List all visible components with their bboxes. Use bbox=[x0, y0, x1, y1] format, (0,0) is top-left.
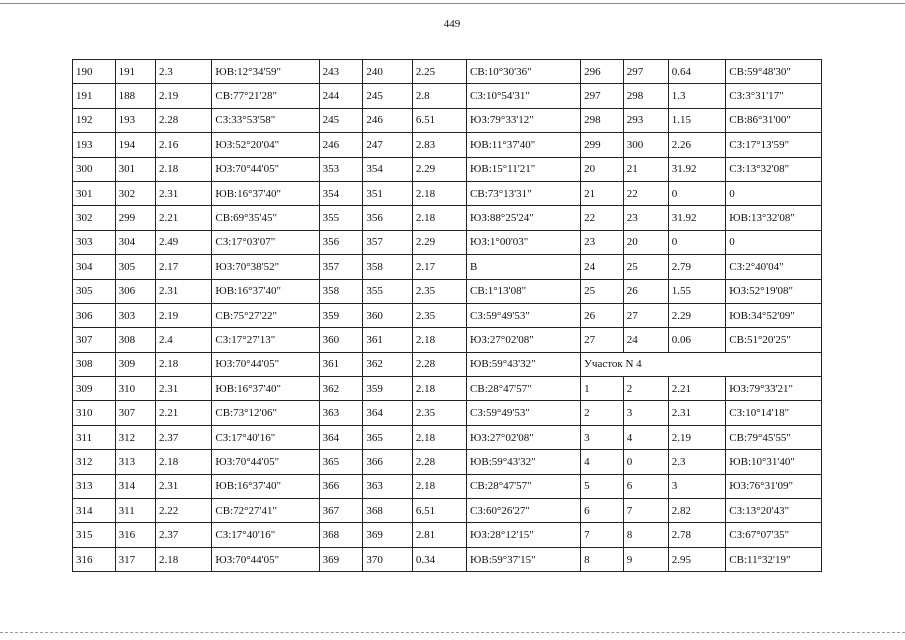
bearing-cell: ЮВ:16°37'40" bbox=[212, 279, 319, 303]
bearing-cell: ЮЗ:70°44'05" bbox=[212, 547, 319, 571]
bearing-cell: В bbox=[467, 255, 581, 279]
point-to-cell: 26 bbox=[623, 279, 668, 303]
bearing-cell: СВ:75°27'22" bbox=[212, 303, 319, 327]
point-to-cell: 8 bbox=[623, 523, 668, 547]
bearing-cell: СЗ:60°26'27" bbox=[467, 499, 581, 523]
point-to-cell: 194 bbox=[115, 133, 155, 157]
bearing-cell: СВ:73°12'06" bbox=[212, 401, 319, 425]
point-to-cell: 246 bbox=[363, 108, 413, 132]
point-from-cell: 307 bbox=[73, 328, 116, 352]
bearing-cell: СЗ:17°40'16" bbox=[212, 425, 319, 449]
bearing-cell: СВ:11°32'19" bbox=[726, 547, 822, 571]
point-from-cell: 21 bbox=[581, 181, 624, 205]
point-from-cell: 302 bbox=[73, 206, 116, 230]
bearing-cell: СВ:59°48'30" bbox=[726, 60, 822, 84]
bearing-cell: СВ:69°35'45" bbox=[212, 206, 319, 230]
point-from-cell: 312 bbox=[73, 450, 116, 474]
bearing-cell: ЮВ:13°32'08" bbox=[726, 206, 822, 230]
point-to-cell: 364 bbox=[363, 401, 413, 425]
point-from-cell: 8 bbox=[581, 547, 624, 571]
table-row bbox=[73, 84, 822, 108]
point-to-cell: 300 bbox=[623, 133, 668, 157]
bearing-cell: СВ:28°47'57" bbox=[467, 377, 581, 401]
table-row bbox=[73, 450, 822, 474]
distance-cell: 2.28 bbox=[155, 108, 211, 132]
point-from-cell: 23 bbox=[581, 230, 624, 254]
bearing-cell: ЮЗ:88°25'24" bbox=[467, 206, 581, 230]
point-from-cell: 5 bbox=[581, 474, 624, 498]
point-from-cell: 24 bbox=[581, 255, 624, 279]
point-from-cell: 245 bbox=[319, 108, 363, 132]
point-from-cell: 315 bbox=[73, 523, 116, 547]
distance-cell: 2.35 bbox=[412, 279, 466, 303]
distance-cell: 2.18 bbox=[412, 425, 466, 449]
distance-cell: 2.16 bbox=[155, 133, 211, 157]
point-from-cell: 353 bbox=[319, 157, 363, 181]
point-from-cell: 22 bbox=[581, 206, 624, 230]
table-row bbox=[73, 425, 822, 449]
point-from-cell: 357 bbox=[319, 255, 363, 279]
distance-cell: 2.18 bbox=[155, 157, 211, 181]
distance-cell: 2.21 bbox=[668, 377, 726, 401]
distance-cell: 2.95 bbox=[668, 547, 726, 571]
table-row bbox=[73, 279, 822, 303]
distance-cell: 0.64 bbox=[668, 60, 726, 84]
distance-cell: 2.82 bbox=[668, 499, 726, 523]
point-from-cell: 243 bbox=[319, 60, 363, 84]
distance-cell: 2.31 bbox=[155, 279, 211, 303]
distance-cell: 0 bbox=[668, 181, 726, 205]
distance-cell: 6.51 bbox=[412, 499, 466, 523]
point-from-cell: 303 bbox=[73, 230, 116, 254]
distance-cell: 2.83 bbox=[412, 133, 466, 157]
point-from-cell: 309 bbox=[73, 377, 116, 401]
point-from-cell: 191 bbox=[73, 84, 116, 108]
point-from-cell: 363 bbox=[319, 401, 363, 425]
point-to-cell: 293 bbox=[623, 108, 668, 132]
point-to-cell: 302 bbox=[115, 181, 155, 205]
distance-cell: 0.34 bbox=[412, 547, 466, 571]
table-row bbox=[73, 401, 822, 425]
distance-cell: 1.55 bbox=[668, 279, 726, 303]
distance-cell: 2.37 bbox=[155, 523, 211, 547]
point-to-cell: 309 bbox=[115, 352, 155, 376]
distance-cell: 2.81 bbox=[412, 523, 466, 547]
table-body bbox=[73, 60, 822, 572]
point-from-cell: 364 bbox=[319, 425, 363, 449]
distance-cell: 2.31 bbox=[668, 401, 726, 425]
point-to-cell: 245 bbox=[363, 84, 413, 108]
point-to-cell: 298 bbox=[623, 84, 668, 108]
point-to-cell: 191 bbox=[115, 60, 155, 84]
point-from-cell: 300 bbox=[73, 157, 116, 181]
point-to-cell: 22 bbox=[623, 181, 668, 205]
bearing-cell: СВ:86°31'00" bbox=[726, 108, 822, 132]
point-to-cell: 25 bbox=[623, 255, 668, 279]
distance-cell: 2.3 bbox=[668, 450, 726, 474]
distance-cell: 2.25 bbox=[412, 60, 466, 84]
bearing-cell: 0 bbox=[726, 230, 822, 254]
point-from-cell: 362 bbox=[319, 377, 363, 401]
point-to-cell: 370 bbox=[363, 547, 413, 571]
point-to-cell: 297 bbox=[623, 60, 668, 84]
bearing-cell: СЗ:33°53'58" bbox=[212, 108, 319, 132]
distance-cell: 2.19 bbox=[155, 303, 211, 327]
point-from-cell: 3 bbox=[581, 425, 624, 449]
point-to-cell: 311 bbox=[115, 499, 155, 523]
bearing-cell: ЮЗ:79°33'12" bbox=[467, 108, 581, 132]
bearing-cell: СЗ:13°32'08" bbox=[726, 157, 822, 181]
point-to-cell: 27 bbox=[623, 303, 668, 327]
section-heading-cell: Участок N 4 bbox=[581, 352, 822, 376]
bearing-cell: ЮЗ:52°20'04" bbox=[212, 133, 319, 157]
bearing-cell: СЗ:2°40'04" bbox=[726, 255, 822, 279]
bearing-cell: СВ:72°27'41" bbox=[212, 499, 319, 523]
point-to-cell: 7 bbox=[623, 499, 668, 523]
point-to-cell: 312 bbox=[115, 425, 155, 449]
distance-cell: 2.21 bbox=[155, 401, 211, 425]
point-to-cell: 2 bbox=[623, 377, 668, 401]
point-from-cell: 7 bbox=[581, 523, 624, 547]
point-to-cell: 314 bbox=[115, 474, 155, 498]
bearing-cell: ЮЗ:52°19'08" bbox=[726, 279, 822, 303]
bearing-cell: СЗ:17°27'13" bbox=[212, 328, 319, 352]
table-row bbox=[73, 547, 822, 571]
distance-cell: 2.79 bbox=[668, 255, 726, 279]
bearing-cell: СВ:10°30'36" bbox=[467, 60, 581, 84]
point-to-cell: 301 bbox=[115, 157, 155, 181]
point-from-cell: 316 bbox=[73, 547, 116, 571]
point-to-cell: 317 bbox=[115, 547, 155, 571]
point-from-cell: 297 bbox=[581, 84, 624, 108]
point-to-cell: 9 bbox=[623, 547, 668, 571]
table-row bbox=[73, 499, 822, 523]
distance-cell: 2.37 bbox=[155, 425, 211, 449]
distance-cell: 31.92 bbox=[668, 157, 726, 181]
point-from-cell: 193 bbox=[73, 133, 116, 157]
point-from-cell: 192 bbox=[73, 108, 116, 132]
distance-cell: 3 bbox=[668, 474, 726, 498]
coordinates-table bbox=[72, 59, 822, 572]
point-from-cell: 190 bbox=[73, 60, 116, 84]
point-from-cell: 359 bbox=[319, 303, 363, 327]
point-to-cell: 23 bbox=[623, 206, 668, 230]
point-to-cell: 355 bbox=[363, 279, 413, 303]
bearing-cell: ЮЗ:27°02'08" bbox=[467, 425, 581, 449]
point-to-cell: 358 bbox=[363, 255, 413, 279]
point-to-cell: 299 bbox=[115, 206, 155, 230]
point-from-cell: 305 bbox=[73, 279, 116, 303]
table-row bbox=[73, 108, 822, 132]
distance-cell: 1.3 bbox=[668, 84, 726, 108]
table-row bbox=[73, 181, 822, 205]
point-to-cell: 369 bbox=[363, 523, 413, 547]
distance-cell: 2.35 bbox=[412, 303, 466, 327]
table-row bbox=[73, 474, 822, 498]
distance-cell: 2.18 bbox=[412, 181, 466, 205]
bearing-cell: ЮВ:10°31'40" bbox=[726, 450, 822, 474]
table-row bbox=[73, 230, 822, 254]
point-from-cell: 246 bbox=[319, 133, 363, 157]
bearing-cell: СЗ:59°49'53" bbox=[467, 401, 581, 425]
distance-cell: 2.18 bbox=[155, 450, 211, 474]
point-from-cell: 355 bbox=[319, 206, 363, 230]
table-row bbox=[73, 303, 822, 327]
point-to-cell: 365 bbox=[363, 425, 413, 449]
bearing-cell: СВ:51°20'25" bbox=[726, 328, 822, 352]
point-from-cell: 360 bbox=[319, 328, 363, 352]
bearing-cell: ЮВ:15°11'21" bbox=[467, 157, 581, 181]
bearing-cell: ЮЗ:70°44'05" bbox=[212, 450, 319, 474]
point-from-cell: 26 bbox=[581, 303, 624, 327]
point-from-cell: 354 bbox=[319, 181, 363, 205]
point-to-cell: 316 bbox=[115, 523, 155, 547]
bearing-cell: СВ:73°13'31" bbox=[467, 181, 581, 205]
bearing-cell: ЮЗ:76°31'09" bbox=[726, 474, 822, 498]
bearing-cell: ЮВ:34°52'09" bbox=[726, 303, 822, 327]
distance-cell: 2.31 bbox=[155, 181, 211, 205]
bearing-cell: СЗ:17°40'16" bbox=[212, 523, 319, 547]
point-to-cell: 303 bbox=[115, 303, 155, 327]
bearing-cell: СЗ:13°20'43" bbox=[726, 499, 822, 523]
bearing-cell: СВ:28°47'57" bbox=[467, 474, 581, 498]
distance-cell: 2.22 bbox=[155, 499, 211, 523]
distance-cell: 2.29 bbox=[412, 157, 466, 181]
bearing-cell: ЮВ:16°37'40" bbox=[212, 474, 319, 498]
distance-cell: 2.19 bbox=[155, 84, 211, 108]
distance-cell: 6.51 bbox=[412, 108, 466, 132]
point-to-cell: 24 bbox=[623, 328, 668, 352]
bearing-cell: СЗ:3°31'17" bbox=[726, 84, 822, 108]
table-row bbox=[73, 328, 822, 352]
point-from-cell: 1 bbox=[581, 377, 624, 401]
point-to-cell: 308 bbox=[115, 328, 155, 352]
point-from-cell: 367 bbox=[319, 499, 363, 523]
bearing-cell: СЗ:67°07'35" bbox=[726, 523, 822, 547]
point-from-cell: 4 bbox=[581, 450, 624, 474]
point-from-cell: 361 bbox=[319, 352, 363, 376]
page-number: 449 bbox=[443, 18, 461, 30]
distance-cell: 0.06 bbox=[668, 328, 726, 352]
point-to-cell: 307 bbox=[115, 401, 155, 425]
point-to-cell: 304 bbox=[115, 230, 155, 254]
distance-cell: 2.18 bbox=[412, 328, 466, 352]
point-from-cell: 2 bbox=[581, 401, 624, 425]
table-row bbox=[73, 133, 822, 157]
point-to-cell: 360 bbox=[363, 303, 413, 327]
point-from-cell: 365 bbox=[319, 450, 363, 474]
point-from-cell: 356 bbox=[319, 230, 363, 254]
distance-cell: 2.28 bbox=[412, 450, 466, 474]
distance-cell: 2.26 bbox=[668, 133, 726, 157]
distance-cell: 1.15 bbox=[668, 108, 726, 132]
point-to-cell: 3 bbox=[623, 401, 668, 425]
point-to-cell: 240 bbox=[363, 60, 413, 84]
distance-cell: 2.3 bbox=[155, 60, 211, 84]
point-to-cell: 4 bbox=[623, 425, 668, 449]
point-from-cell: 369 bbox=[319, 547, 363, 571]
bearing-cell: ЮЗ:1°00'03" bbox=[467, 230, 581, 254]
bottom-scan-edge bbox=[0, 632, 905, 633]
distance-cell: 2.19 bbox=[668, 425, 726, 449]
point-from-cell: 368 bbox=[319, 523, 363, 547]
point-to-cell: 193 bbox=[115, 108, 155, 132]
distance-cell: 2.18 bbox=[155, 352, 211, 376]
bearing-cell: СЗ:10°54'31" bbox=[467, 84, 581, 108]
point-from-cell: 308 bbox=[73, 352, 116, 376]
bearing-cell: СЗ:17°03'07" bbox=[212, 230, 319, 254]
distance-cell: 2.18 bbox=[412, 377, 466, 401]
point-to-cell: 359 bbox=[363, 377, 413, 401]
point-to-cell: 363 bbox=[363, 474, 413, 498]
distance-cell: 2.31 bbox=[155, 474, 211, 498]
point-from-cell: 244 bbox=[319, 84, 363, 108]
point-from-cell: 366 bbox=[319, 474, 363, 498]
point-to-cell: 356 bbox=[363, 206, 413, 230]
point-to-cell: 310 bbox=[115, 377, 155, 401]
bearing-cell: ЮВ:59°43'32" bbox=[467, 352, 581, 376]
point-to-cell: 20 bbox=[623, 230, 668, 254]
bearing-cell: СЗ:59°49'53" bbox=[467, 303, 581, 327]
point-to-cell: 0 bbox=[623, 450, 668, 474]
distance-cell: 2.4 bbox=[155, 328, 211, 352]
distance-cell: 2.35 bbox=[412, 401, 466, 425]
point-to-cell: 6 bbox=[623, 474, 668, 498]
table-row bbox=[73, 377, 822, 401]
distance-cell: 0 bbox=[668, 230, 726, 254]
distance-cell: 2.78 bbox=[668, 523, 726, 547]
point-from-cell: 301 bbox=[73, 181, 116, 205]
bearing-cell: ЮВ:16°37'40" bbox=[212, 181, 319, 205]
bearing-cell: СВ:1°13'08" bbox=[467, 279, 581, 303]
point-from-cell: 296 bbox=[581, 60, 624, 84]
point-to-cell: 306 bbox=[115, 279, 155, 303]
bearing-cell: ЮЗ:79°33'21" bbox=[726, 377, 822, 401]
distance-cell: 2.8 bbox=[412, 84, 466, 108]
point-from-cell: 306 bbox=[73, 303, 116, 327]
distance-cell: 2.31 bbox=[155, 377, 211, 401]
table-row bbox=[73, 157, 822, 181]
point-to-cell: 361 bbox=[363, 328, 413, 352]
distance-cell: 2.49 bbox=[155, 230, 211, 254]
bearing-cell: ЮВ:16°37'40" bbox=[212, 377, 319, 401]
distance-cell: 2.17 bbox=[155, 255, 211, 279]
point-to-cell: 313 bbox=[115, 450, 155, 474]
point-from-cell: 358 bbox=[319, 279, 363, 303]
bearing-cell: ЮЗ:28°12'15" bbox=[467, 523, 581, 547]
bearing-cell: СЗ:17°13'59" bbox=[726, 133, 822, 157]
distance-cell: 2.21 bbox=[155, 206, 211, 230]
point-to-cell: 354 bbox=[363, 157, 413, 181]
bearing-cell: ЮЗ:70°44'05" bbox=[212, 352, 319, 376]
bearing-cell: ЮЗ:70°38'52" bbox=[212, 255, 319, 279]
bearing-cell: ЮЗ:70°44'05" bbox=[212, 157, 319, 181]
table-row bbox=[73, 60, 822, 84]
top-scan-edge bbox=[0, 3, 905, 4]
point-to-cell: 366 bbox=[363, 450, 413, 474]
point-to-cell: 357 bbox=[363, 230, 413, 254]
bearing-cell: СВ:77°21'28" bbox=[212, 84, 319, 108]
point-from-cell: 25 bbox=[581, 279, 624, 303]
distance-cell: 2.18 bbox=[155, 547, 211, 571]
bearing-cell: ЮВ:11°37'40" bbox=[467, 133, 581, 157]
distance-cell: 2.18 bbox=[412, 206, 466, 230]
bearing-cell: ЮВ:59°43'32" bbox=[467, 450, 581, 474]
bearing-cell: СВ:79°45'55" bbox=[726, 425, 822, 449]
point-to-cell: 351 bbox=[363, 181, 413, 205]
distance-cell: 2.17 bbox=[412, 255, 466, 279]
table-row bbox=[73, 523, 822, 547]
point-from-cell: 311 bbox=[73, 425, 116, 449]
table-row bbox=[73, 255, 822, 279]
point-from-cell: 310 bbox=[73, 401, 116, 425]
point-to-cell: 247 bbox=[363, 133, 413, 157]
bearing-cell: ЮЗ:27°02'08" bbox=[467, 328, 581, 352]
point-to-cell: 21 bbox=[623, 157, 668, 181]
bearing-cell: СЗ:10°14'18" bbox=[726, 401, 822, 425]
point-from-cell: 304 bbox=[73, 255, 116, 279]
distance-cell: 2.18 bbox=[412, 474, 466, 498]
bearing-cell: ЮВ:12°34'59" bbox=[212, 60, 319, 84]
table-row bbox=[73, 352, 822, 376]
point-from-cell: 6 bbox=[581, 499, 624, 523]
point-from-cell: 27 bbox=[581, 328, 624, 352]
distance-cell: 2.28 bbox=[412, 352, 466, 376]
bearing-cell: ЮВ:59°37'15" bbox=[467, 547, 581, 571]
point-from-cell: 298 bbox=[581, 108, 624, 132]
point-from-cell: 313 bbox=[73, 474, 116, 498]
distance-cell: 2.29 bbox=[668, 303, 726, 327]
point-to-cell: 368 bbox=[363, 499, 413, 523]
point-from-cell: 314 bbox=[73, 499, 116, 523]
point-to-cell: 305 bbox=[115, 255, 155, 279]
point-from-cell: 20 bbox=[581, 157, 624, 181]
point-from-cell: 299 bbox=[581, 133, 624, 157]
point-to-cell: 188 bbox=[115, 84, 155, 108]
distance-cell: 31.92 bbox=[668, 206, 726, 230]
bearing-cell: 0 bbox=[726, 181, 822, 205]
table-row bbox=[73, 206, 822, 230]
point-to-cell: 362 bbox=[363, 352, 413, 376]
distance-cell: 2.29 bbox=[412, 230, 466, 254]
